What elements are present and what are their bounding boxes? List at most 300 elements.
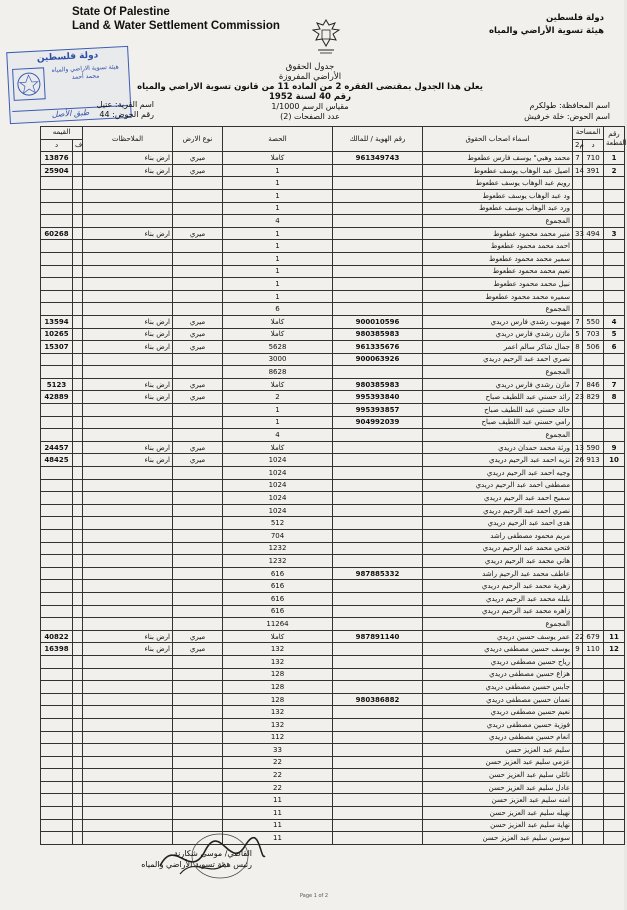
cell-notes [83,693,173,706]
cell-value-d: 60268 [41,227,73,240]
cell-area-m2: 14 [573,164,583,177]
cell-land-type [173,706,223,719]
cell-parcel-no [604,832,625,845]
cell-area-m2 [573,416,583,429]
cell-notes [83,517,173,530]
cell-parcel-no [604,202,625,215]
cell-parcel-no: 3 [604,227,625,240]
cell-value-f [73,467,83,480]
cell-area-m2: 7 [573,152,583,165]
cell-share: 2 [223,391,333,404]
cell-notes: ارض بناء [83,227,173,240]
cell-value-d [41,706,73,719]
cell-area-m2 [573,530,583,543]
cell-value-f [73,341,83,354]
cell-area-m2 [573,681,583,694]
cell-owner-name: المجموع [423,429,573,442]
table-row [41,819,625,832]
table-row [41,794,625,807]
cell-value-d [41,404,73,417]
cell-parcel-no [604,517,625,530]
cell-id-no [333,718,423,731]
cell-land-type [173,681,223,694]
cell-parcel-no [604,416,625,429]
cell-area-d [583,605,604,618]
table-row [41,366,625,379]
cell-notes [83,467,173,480]
cell-area-d [583,580,604,593]
cell-notes: ارض بناء [83,441,173,454]
cell-id-no [333,252,423,265]
cell-land-type [173,530,223,543]
cell-owner-name: احمد محمد محمود عطعوط [423,240,573,253]
cell-owner-name: مازن رشدي فارس دريدي [423,378,573,391]
cell-area-m2 [573,592,583,605]
cell-value-d [41,530,73,543]
cell-parcel-no [604,504,625,517]
table-row [41,227,625,240]
cell-owner-name: مريم محمود مصطفى راشد [423,530,573,543]
cell-notes [83,504,173,517]
cell-owner-name: هدى احمد عبد الرحيم دريدي [423,517,573,530]
cell-owner-name: نهاية سليم عبد العزيز حسن [423,819,573,832]
cell-value-f [73,618,83,631]
cell-notes: ارض بناء [83,391,173,404]
cell-parcel-no: 5 [604,328,625,341]
cell-id-no [333,164,423,177]
cell-parcel-no [604,693,625,706]
col-share-header: الحصة [223,127,333,152]
table-row [41,454,625,467]
cell-id-no [333,580,423,593]
table-row [41,668,625,681]
table-row [41,441,625,454]
title-line-2: الأراضي المفروزة [278,72,342,82]
cell-land-type [173,668,223,681]
cell-area-m2: 7 [573,315,583,328]
cell-value-f [73,227,83,240]
cell-area-d [583,655,604,668]
cell-share: 1024 [223,504,333,517]
cell-area-d [583,756,604,769]
table-row [41,341,625,354]
table-row [41,378,625,391]
cell-area-d [583,479,604,492]
cell-land-type [173,404,223,417]
cell-area-m2 [573,240,583,253]
cell-notes [83,202,173,215]
cell-value-d [41,668,73,681]
meta-basin: اسم الحوض: خلة خرفيش [524,112,610,121]
cell-value-f [73,391,83,404]
cell-land-type [173,769,223,782]
cell-parcel-no [604,467,625,480]
cell-area-m2: 5 [573,328,583,341]
cell-id-no [333,467,423,480]
cell-notes [83,278,173,291]
cell-value-f [73,756,83,769]
cell-value-f [73,429,83,442]
cell-land-type [173,479,223,492]
cell-owner-name: نعمان حسين مصطفى دريدي [423,693,573,706]
cell-notes [83,479,173,492]
table-row [41,416,625,429]
col-value-f: ف [73,139,83,152]
cell-land-type [173,504,223,517]
cell-value-f [73,164,83,177]
cell-parcel-no: 8 [604,391,625,404]
cell-parcel-no: 12 [604,643,625,656]
cell-area-m2 [573,542,583,555]
cell-share: 1 [223,240,333,253]
cell-share: 11 [223,819,333,832]
cell-area-d: 829 [583,391,604,404]
cell-parcel-no [604,215,625,228]
cell-area-d [583,555,604,568]
cell-area-d: 703 [583,328,604,341]
cell-owner-name: نعيم حسين مصطفى دريدي [423,706,573,719]
cell-id-no [333,202,423,215]
cell-notes [83,404,173,417]
cell-land-type [173,592,223,605]
stamp-line-1: هيئة تسوية الاراضي والمياه [51,63,119,74]
cell-land-type: ميري [173,152,223,165]
cell-land-type [173,605,223,618]
cell-value-f [73,718,83,731]
cell-area-m2: 7 [573,378,583,391]
table-row [41,189,625,202]
cell-area-m2 [573,202,583,215]
cell-land-type [173,655,223,668]
cell-value-f [73,781,83,794]
col-owners-header: اسماء اصحاب الحقوق [423,127,573,152]
cell-share: 22 [223,756,333,769]
cell-share: 1024 [223,479,333,492]
cell-value-f [73,479,83,492]
cell-id-no [333,303,423,316]
cell-area-m2 [573,756,583,769]
cell-share: 11 [223,807,333,820]
table-row [41,215,625,228]
cell-owner-name: هاني محمد عبد الرحيم دريدي [423,555,573,568]
table-row [41,504,625,517]
cell-notes [83,567,173,580]
cell-value-f [73,366,83,379]
cell-value-d [41,467,73,480]
cell-value-f [73,152,83,165]
cell-value-d [41,718,73,731]
cell-share: 3000 [223,353,333,366]
table-body [41,152,625,845]
cell-value-d [41,756,73,769]
col-id-header: رقم الهوية / للمالك [333,127,423,152]
stamp-certified: طبق الأصل [12,105,128,121]
cell-value-f [73,328,83,341]
cell-parcel-no [604,177,625,190]
col-area-d: د [583,139,604,152]
cell-land-type: ميري [173,227,223,240]
cell-notes [83,189,173,202]
cell-value-d [41,555,73,568]
cell-notes [83,366,173,379]
cell-area-d: 110 [583,643,604,656]
cell-value-f [73,252,83,265]
cell-value-f [73,693,83,706]
cell-area-m2 [573,215,583,228]
cell-value-f [73,353,83,366]
cell-area-d [583,517,604,530]
cell-share: 616 [223,567,333,580]
cell-share: 616 [223,592,333,605]
cell-area-m2 [573,366,583,379]
cell-value-f [73,240,83,253]
cell-area-m2 [573,504,583,517]
cell-notes [83,592,173,605]
cell-id-no [333,668,423,681]
cell-notes [83,429,173,442]
cell-value-d: 15307 [41,341,73,354]
cell-area-d [583,240,604,253]
cell-area-m2 [573,567,583,580]
cell-owner-name: هزاع حسين مصطفى دريدي [423,668,573,681]
cell-parcel-no: 4 [604,315,625,328]
cell-owner-name: نزيه احمد عبد الرحيم دريدي [423,454,573,467]
cell-notes [83,530,173,543]
cell-share: 132 [223,655,333,668]
cell-value-f [73,303,83,316]
meta-right [524,100,610,122]
table-row [41,542,625,555]
cell-owner-name: المجموع [423,303,573,316]
cell-parcel-no [604,492,625,505]
cell-id-no [333,530,423,543]
cell-owner-name: المجموع [423,215,573,228]
cell-value-f [73,315,83,328]
cell-land-type: ميري [173,441,223,454]
cell-parcel-no [604,819,625,832]
cell-land-type [173,807,223,820]
cell-land-type [173,555,223,568]
cell-value-d [41,416,73,429]
cell-value-d [41,303,73,316]
cell-id-no [333,189,423,202]
cell-value-f [73,517,83,530]
cell-owner-name: مصطفى احمد عبد الرحيم دريدي [423,479,573,492]
header-english [72,5,280,33]
cell-owner-name: خالد حسني عبد اللطيف صباح [423,404,573,417]
cell-area-d [583,467,604,480]
cell-notes [83,290,173,303]
cell-area-d [583,278,604,291]
cell-land-type [173,567,223,580]
cell-value-f [73,605,83,618]
cell-area-d [583,819,604,832]
cell-id-no: 980385983 [333,328,423,341]
cell-area-m2 [573,517,583,530]
cell-owner-name: نائلي سليم عبد العزيز حسن [423,769,573,782]
cell-land-type [173,353,223,366]
cell-owner-name: نصري احمد عبد الرحيم دريدي [423,504,573,517]
cell-share: 128 [223,693,333,706]
cell-parcel-no [604,479,625,492]
cell-area-d: 679 [583,630,604,643]
cell-id-no [333,504,423,517]
cell-area-m2 [573,668,583,681]
cell-value-d [41,769,73,782]
cell-land-type [173,731,223,744]
cell-id-no: 961335676 [333,341,423,354]
cell-id-no: 980386882 [333,693,423,706]
table-row [41,580,625,593]
cell-value-f [73,290,83,303]
cell-area-d [583,542,604,555]
cell-notes [83,681,173,694]
cell-share: 33 [223,744,333,757]
cell-parcel-no: 2 [604,164,625,177]
cell-value-d [41,592,73,605]
table-row [41,240,625,253]
cell-owner-name: عادل سليم عبد العزيز حسن [423,781,573,794]
cell-land-type [173,240,223,253]
cell-value-d [41,832,73,845]
cell-value-d: 40822 [41,630,73,643]
cell-id-no: 995393857 [333,404,423,417]
cell-id-no: 900063926 [333,353,423,366]
cell-value-f [73,630,83,643]
cell-parcel-no [604,252,625,265]
cell-value-d [41,265,73,278]
cell-value-d: 42889 [41,391,73,404]
cell-id-no [333,265,423,278]
cell-id-no [333,542,423,555]
table-row [41,479,625,492]
cell-parcel-no [604,655,625,668]
cell-notes [83,240,173,253]
cell-area-m2 [573,429,583,442]
cell-parcel-no: 11 [604,630,625,643]
cell-value-d: 25904 [41,164,73,177]
cell-land-type [173,252,223,265]
cell-id-no [333,643,423,656]
cell-land-type [173,303,223,316]
cell-parcel-no [604,756,625,769]
cell-share: 4 [223,429,333,442]
cell-share: 132 [223,718,333,731]
footer-signature [32,848,252,870]
cell-owner-name: يوسف حسين مصطفى دريدي [423,643,573,656]
cell-id-no: 987891140 [333,630,423,643]
cell-owner-name: سليم عبد العزيز حسن [423,744,573,757]
table-row [41,693,625,706]
cell-share: كاملا [223,378,333,391]
cell-notes [83,769,173,782]
cell-value-d [41,429,73,442]
cell-value-f [73,731,83,744]
cell-share: 512 [223,517,333,530]
cell-area-m2 [573,618,583,631]
cell-value-f [73,567,83,580]
table-row [41,328,625,341]
cell-area-m2: 26 [573,454,583,467]
cell-parcel-no [604,303,625,316]
title-line-4: مقياس الرسم 1/1000 [271,102,349,111]
cell-share: 132 [223,643,333,656]
cell-id-no [333,454,423,467]
cell-value-f [73,530,83,543]
meta-left [44,100,154,120]
cell-owner-name: نصري احمد عبد الرحيم دريدي [423,353,573,366]
cell-land-type [173,517,223,530]
cell-owner-name: رامي حسني عبد اللطيف صباح [423,416,573,429]
cell-id-no [333,479,423,492]
cell-area-m2: 9 [573,643,583,656]
cell-owner-name: عزمي سليم عبد العزيز حسن [423,756,573,769]
cell-area-m2 [573,819,583,832]
header-arabic [489,12,604,38]
cell-area-d: 550 [583,315,604,328]
cell-value-d [41,681,73,694]
cell-share: 1 [223,404,333,417]
cell-notes [83,756,173,769]
cell-area-d [583,404,604,417]
cell-parcel-no [604,567,625,580]
cell-owner-name: مهيوب رشدي فارس دريدي [423,315,573,328]
cell-area-d [583,252,604,265]
cell-notes [83,731,173,744]
table-row [41,202,625,215]
cell-value-d: 48425 [41,454,73,467]
table-header-row [41,127,625,140]
cell-owner-name: انعام حسين مصطفى دريدي [423,731,573,744]
cell-owner-name: رياح حسين مصطفى دريدي [423,655,573,668]
cell-value-d [41,177,73,190]
cell-parcel-no: 6 [604,341,625,354]
cell-notes [83,492,173,505]
cell-share: 1 [223,265,333,278]
cell-owner-name: فوزية حسين مصطفى دريدي [423,718,573,731]
meta-village: اسم القرية: عتيل [96,100,154,109]
cell-area-d [583,781,604,794]
table-row [41,353,625,366]
cell-value-d [41,517,73,530]
cell-owner-name: بلبله محمد عبد الرحيم دريدي [423,592,573,605]
col-parcel-header: رقم القطعة [604,127,625,152]
cell-land-type [173,189,223,202]
col-area-header: المساحة [573,127,604,140]
cell-area-m2 [573,807,583,820]
cell-share: 1 [223,202,333,215]
table-row [41,555,625,568]
cell-area-m2 [573,718,583,731]
cell-area-m2: 23 [573,391,583,404]
cell-parcel-no [604,668,625,681]
cell-value-d [41,819,73,832]
footer-title: رئيس هيئة تسوية الأراضي والمياه [141,860,252,869]
cell-owner-name: رائد حسني عبد اللطيف صباح [423,391,573,404]
cell-land-type [173,781,223,794]
cell-value-d [41,542,73,555]
cell-owner-name: اصيل عبد الوهاب يوسف عطعوط [423,164,573,177]
cell-land-type: ميري [173,315,223,328]
cell-owner-name: مازن رشدي فارس دريدي [423,328,573,341]
cell-value-d [41,655,73,668]
cell-value-f [73,189,83,202]
cell-share: 11264 [223,618,333,631]
cell-share: 1 [223,189,333,202]
cell-notes [83,618,173,631]
cell-land-type [173,429,223,442]
cell-parcel-no: 9 [604,441,625,454]
